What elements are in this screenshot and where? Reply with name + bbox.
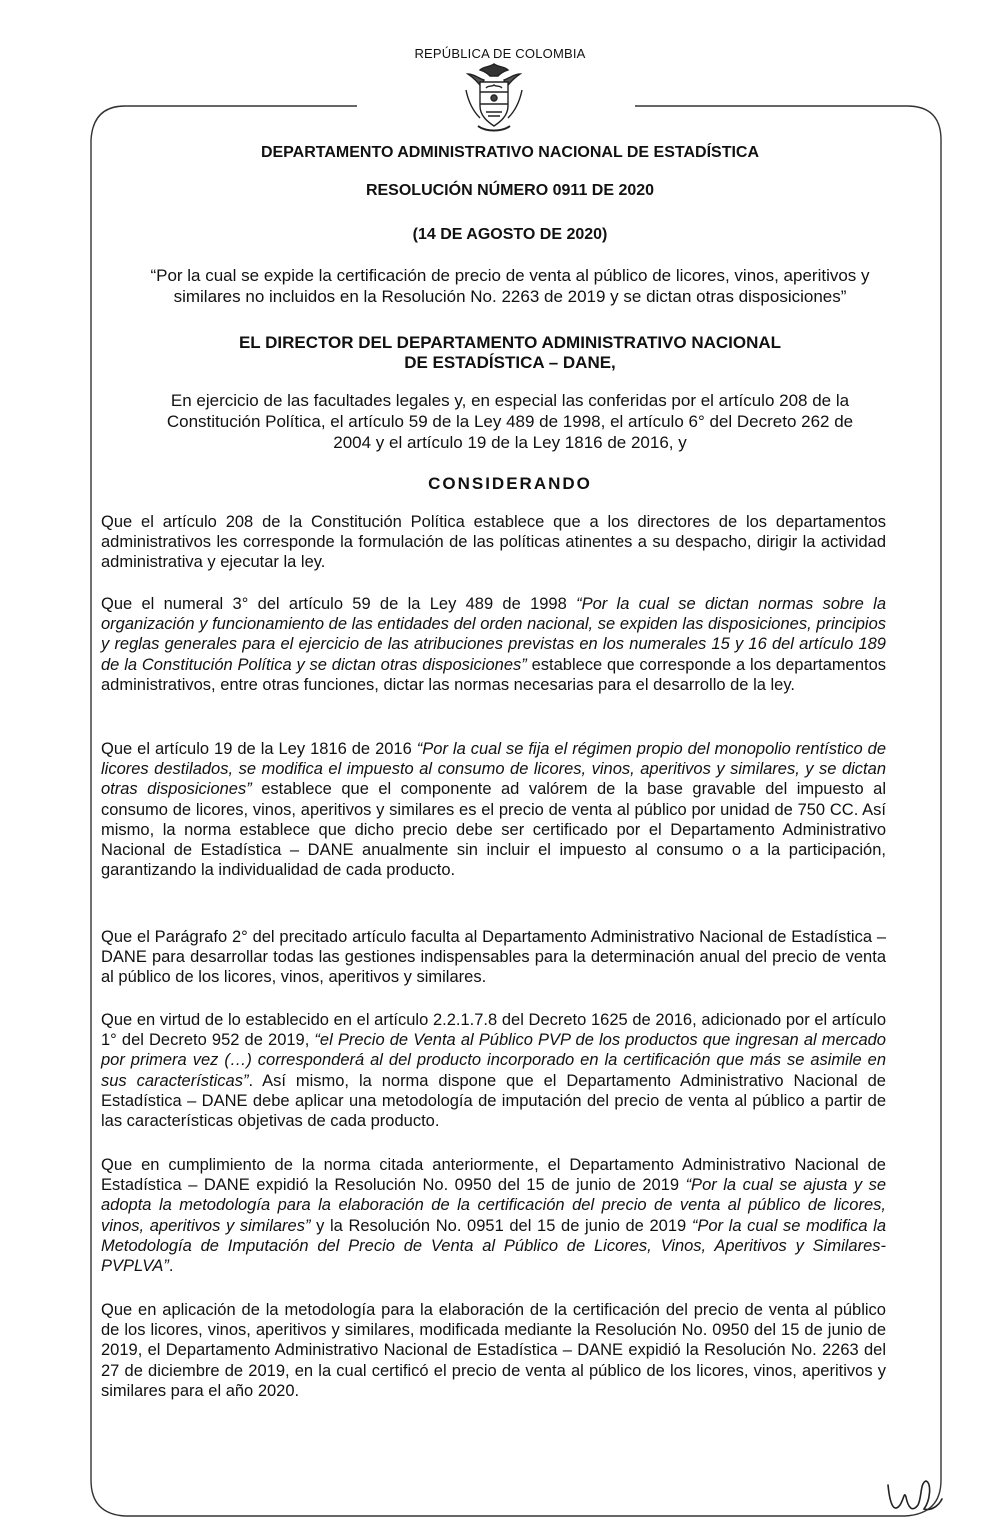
entity-title: DEPARTAMENTO ADMINISTRATIVO NACIONAL DE ESTADÍSTICA	[260, 144, 760, 161]
resolution-summary	[110, 265, 910, 307]
paragraph-3	[101, 739, 886, 880]
resolution-date: (14 DE AGOSTO DE 2020)	[412, 226, 608, 243]
intro-line-3: 2004 y el artículo 19 de la Ley 1816 de 2016, y	[333, 433, 687, 452]
p5-text-end: . Así mismo, la norma dispone que el Departamento Administrativo Nacional de Estadística – DANE debe aplicar una metodología de imputación del precio de venta al público a partir de las características objetivas de cada producto.	[101, 1071, 886, 1131]
p6-text-end: .	[168, 1257, 174, 1276]
country-heading: REPÚBLICA DE COLOMBIA	[414, 46, 586, 61]
p2-text: Que el numeral 3° del artículo 59 de la Ley 489 de 1998	[101, 595, 577, 613]
p2-quote: “Por la cual se dictan normas sobre la organización y funcionamiento de las entidades del orden nacional, se expiden las disposiciones, principios y reglas generales para el ejercicio de las atribuciones previstas en los numerales 15 y 16 del artículo 189 de la Constitución Política y se dictan otras disposiciones”	[101, 595, 886, 674]
summary-line-2: similares no incluidos en la Resolución No. 2263 de 2019 y se dictan otras disposiciones”	[173, 287, 847, 306]
p2-text-end: establece que corresponde a los departamentos administrativos, entre otras funciones, dictar las normas necesarias para el desarrollo de la ley.	[101, 655, 887, 694]
resolution-number: RESOLUCIÓN NÚMERO 0911 DE 2020	[365, 182, 655, 199]
director-heading	[110, 333, 910, 373]
summary-line-1: “Por la cual se expide la certificación de precio de venta al público de licores, vinos, aperitivos y	[150, 266, 870, 285]
initials-signature-icon	[880, 1475, 950, 1520]
paragraph-6	[101, 1155, 886, 1276]
p6-text-mid: y la Resolución No. 0951 del 15 de junio de 2019	[310, 1216, 692, 1235]
p6-quote-2: “Por la cual se modifica la Metodología de Imputación del Precio de Venta al Público de Licores, Vinos, Aperitivos y Similares- PVPLVA”	[101, 1216, 887, 1276]
paragraph-1: Que el artículo 208 de la Constitución Política establece que a los directores de los departamentos administrativos les corresponde la formulación de las políticas atinentes a su despacho, dirigir la actividad administrativa y ejecutar la ley.	[101, 513, 886, 572]
p3-text: Que el artículo 19 de la Ley 1816 de 2016	[101, 740, 417, 758]
paragraph-2	[101, 594, 886, 695]
p3-quote: “Por la cual se fija el régimen propio del monopolio rentístico de licores destilados, se modifica el impuesto al consumo de licores, vinos, aperitivos y similares, y se dictan otras disposiciones”	[101, 740, 887, 799]
p3-text-end: establece que el componente ad valórem de la base gravable del impuesto al consumo de licores, vinos, aperitivos y similares es el precio de venta al público por unidad de 750 CC. Así mismo, la norma establece que dicho precio debe ser certificado por el Departamento Administrativo Nacional de Estadística – DANE anualmente sin incluir el impuesto al consumo o a la participación, garantizando la individualidad de cada producto.	[101, 780, 887, 880]
intro-line-2: Constitución Política, el artículo 59 de la Ley 489 de 1998, el artículo 6° del Decreto 262 de	[166, 412, 854, 431]
p6-quote-1: “Por la cual se ajusta y se adopta la metodología para la elaboración de la certificación del precio de venta al público de licores, vinos, aperitivos y similares”	[101, 1176, 886, 1235]
legal-basis	[110, 390, 910, 453]
considerando-heading: CONSIDERANDO	[428, 474, 592, 493]
director-line-2: DE ESTADÍSTICA – DANE,	[404, 353, 616, 372]
director-line-1: EL DIRECTOR DEL DEPARTAMENTO ADMINISTRATIVO NACIONAL	[238, 333, 782, 352]
paragraph-4: Que el Parágrafo 2° del precitado artículo faculta al Departamento Administrativo Nacional de Estadística – DANE para desarrollar todas las gestiones indispensables para la determinación anual del precio de venta al público de los licores, vinos, aperitivos y similares.	[101, 928, 886, 987]
p5-text: Que en virtud de lo establecido en el artículo 2.2.1.7.8 del Decreto 1625 de 2016, adicionado por el artículo 1° del Decreto 952 de 2019,	[101, 1011, 886, 1050]
paragraph-7: Que en aplicación de la metodología para la elaboración de la certificación del precio de venta al público de los licores, vinos, aperitivos y similares, modificada mediante la Resolución No. 0950 del 15 de junio de 2019, el Departamento Administrativo Nacional de Estadística – DANE expidió la Resolución No. 2263 del 27 de diciembre de 2019, en la cual certificó el precio de venta al público de los licores, vinos, aperitivos y similares para el año 2020.	[101, 1301, 886, 1400]
paragraph-5	[101, 1010, 886, 1131]
p5-quote: “el Precio de Venta al Público PVP de los productos que ingresan al mercado por primera vez (…) corresponderá al del producto incorporado en la certificación que más se asimile en sus características”	[101, 1031, 886, 1090]
intro-line-1: En ejercicio de las facultades legales y, en especial las conferidas por el artículo 208 de la	[170, 391, 850, 410]
p6-text: Que en cumplimiento de la norma citada anteriormente, el Departamento Administrativo Nacional de Estadística – DANE expidió la Resolución No. 0950 del 15 de junio de 2019	[101, 1156, 886, 1195]
